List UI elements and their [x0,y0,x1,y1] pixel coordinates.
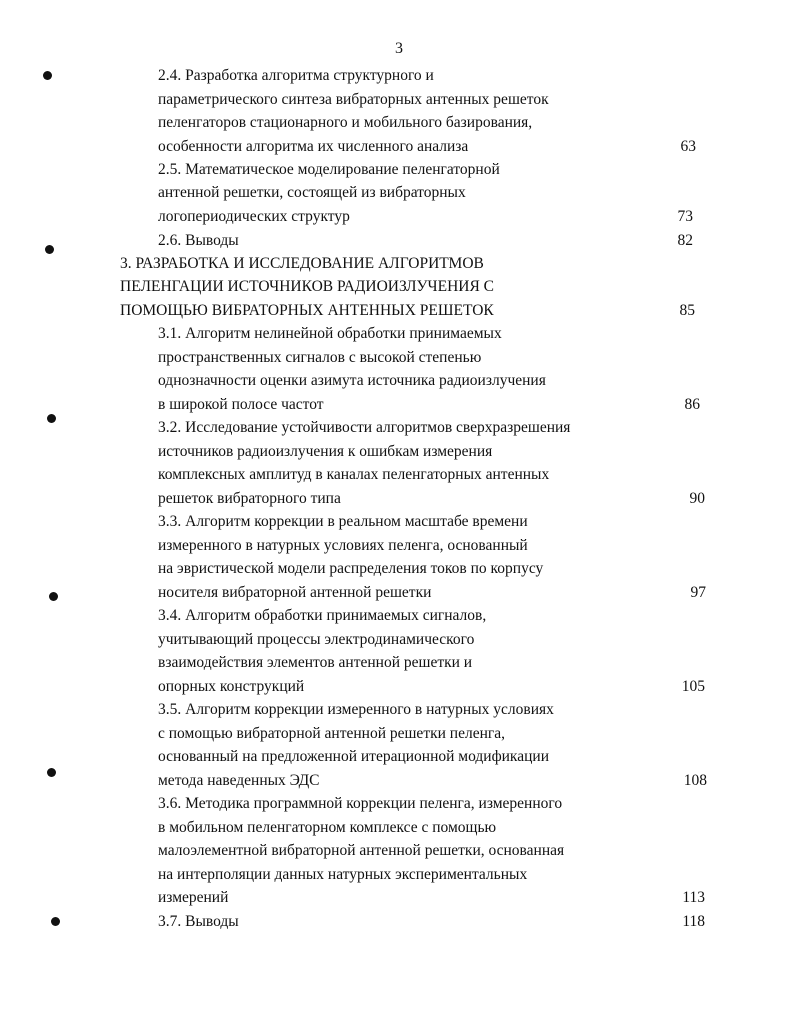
toc-line: 3.4. Алгоритм обработки принимаемых сигналов, [158,607,487,624]
toc-line: малоэлементной вибраторной антенной решетки, основанная [158,842,565,859]
toc-line: 3. РАЗРАБОТКА И ИССЛЕДОВАНИЕ АЛГОРИТМОВ [120,255,484,272]
toc-page-number: 73 [677,208,693,225]
toc-page-number: 118 [682,913,705,930]
toc-line: логопериодических структур [158,208,350,225]
binding-hole-mark [47,414,56,423]
page-number: 3 [395,40,403,57]
toc-line: однозначности оценки азимута источника радиоизлучения [158,372,546,389]
binding-hole-mark [45,245,54,254]
toc-line: измерений [158,889,229,906]
toc-page-number: 113 [682,889,705,906]
binding-hole-mark [49,592,58,601]
toc-line: пеленгаторов стационарного и мобильного базирования, [158,114,533,131]
toc-line: носителя вибраторной антенной решетки [158,584,432,601]
toc-line: измеренного в натурных условиях пеленга, основанный [158,537,528,554]
toc-line: 3.3. Алгоритм коррекции в реальном масштабе времени [158,513,528,530]
toc-page-number: 108 [683,772,707,789]
toc-line: параметрического синтеза вибраторных антенных решеток [158,91,549,108]
binding-hole-mark [43,71,52,80]
toc-line: в широкой полосе частот [158,396,324,413]
toc-line: 2.6. Выводы [158,232,239,249]
toc-line: с помощью вибраторной антенной решетки пеленга, [158,725,505,742]
toc-line: решеток вибраторного типа [158,490,341,507]
toc-line: ПЕЛЕНГАЦИИ ИСТОЧНИКОВ РАДИОИЗЛУЧЕНИЯ С [120,278,495,295]
toc-line: на эвристической модели распределения токов по корпусу [158,560,544,577]
binding-hole-mark [47,768,56,777]
binding-hole-mark [51,917,60,926]
toc-page-number: 90 [689,490,705,507]
toc-line: комплексных амплитуд в каналах пеленгаторных антенных [158,466,550,483]
toc-line: 3.5. Алгоритм коррекции измеренного в натурных условиях [158,701,554,718]
toc-line: ПОМОЩЬЮ ВИБРАТОРНЫХ АНТЕННЫХ РЕШЕТОК [120,302,494,319]
toc-line: в мобильном пеленгаторном комплексе с помощью [158,819,497,836]
toc-page-number: 63 [680,138,696,155]
toc-line: метода наведенных ЭДС [158,772,320,789]
toc-line: 3.6. Методика программной коррекции пеленга, измеренного [158,795,563,812]
toc-line: 2.5. Математическое моделирование пеленгаторной [158,161,500,178]
toc-line: особенности алгоритма их численного анализа [158,138,469,155]
toc-page-number: 82 [677,232,693,249]
toc-line: учитывающий процессы электродинамического [158,631,475,648]
toc-page-number: 85 [679,302,695,319]
toc-line: 3.2. Исследование устойчивости алгоритмов сверхразрешения [158,419,571,436]
toc-page-number: 97 [690,584,706,601]
toc-line: 3.7. Выводы [158,913,239,930]
toc-line: 3.1. Алгоритм нелинейной обработки принимаемых [158,325,502,342]
toc-page-number: 86 [684,396,700,413]
toc-line: источников радиоизлучения к ошибкам измерения [158,443,493,460]
toc-page-number: 105 [681,678,705,695]
toc-line: на интерполяции данных натурных экспериментальных [158,866,528,883]
toc-line: опорных конструкций [158,678,305,695]
toc-line: антенной решетки, состоящей из вибраторных [158,184,466,201]
toc-line: основанный на предложенной итерационной модификации [158,748,549,765]
toc-line: пространственных сигналов с высокой степенью [158,349,482,366]
toc-line: взаимодействия элементов антенной решетки и [158,654,473,671]
toc-line: 2.4. Разработка алгоритма структурного и [158,67,434,84]
